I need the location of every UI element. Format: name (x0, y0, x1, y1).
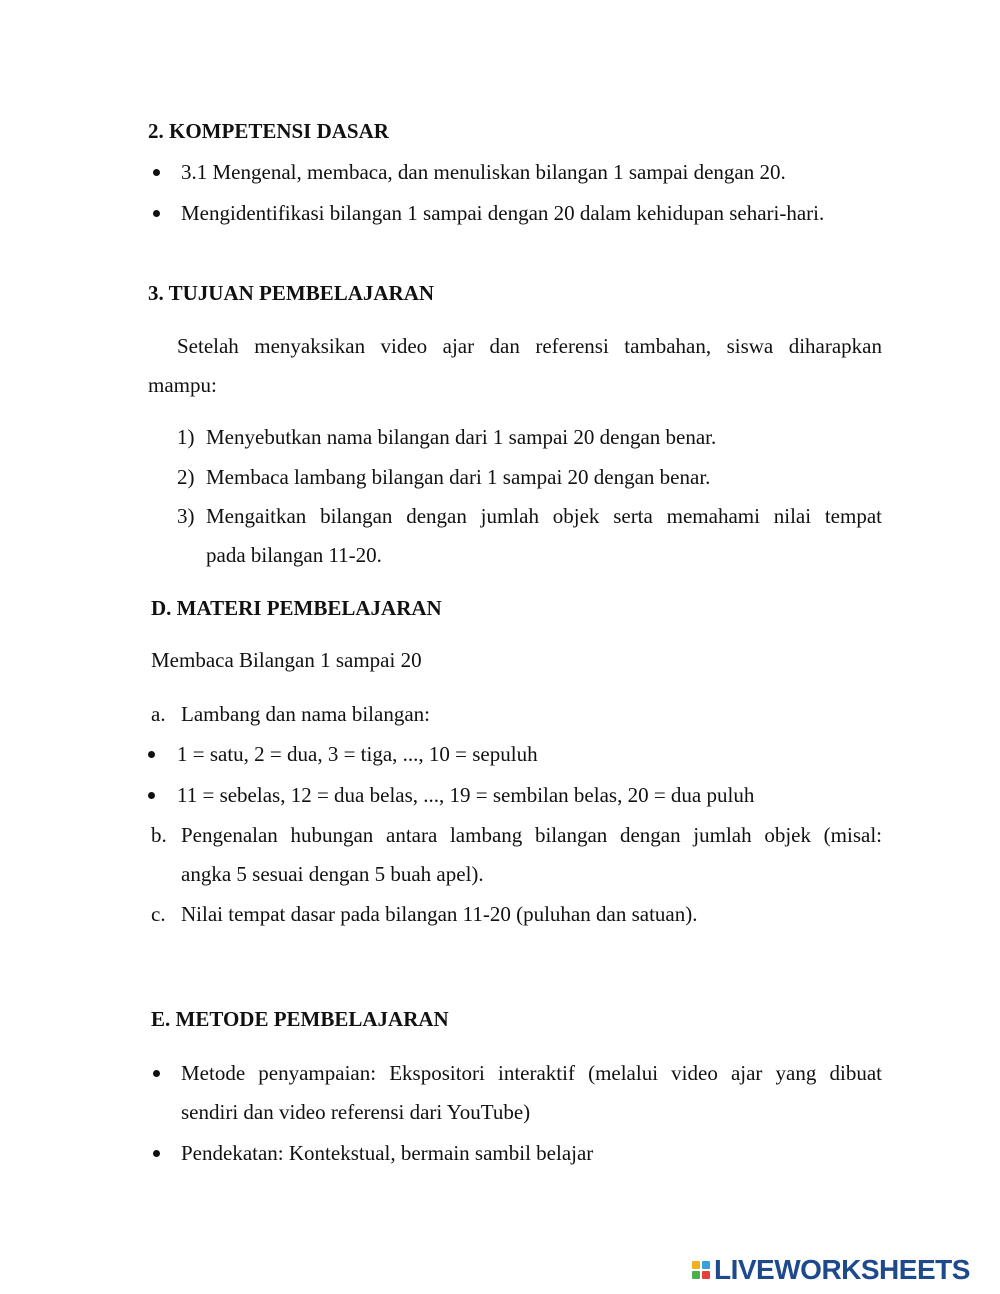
logo-text: LIVEWORKSHEETS (714, 1254, 970, 1285)
goal-3-number: 3) (177, 504, 195, 528)
item-b-text-continued: angka 5 sesuai dengan 5 buah apel). (181, 862, 484, 886)
liveworksheets-logo[interactable] (692, 1254, 992, 1286)
section-3-intro-line1: Setelah menyaksikan video ajar dan referensi tambahan, siswa diharapkan (177, 334, 882, 358)
section-3-intro-line2: mampu: (148, 373, 217, 397)
item-a-text: Lambang dan nama bilangan: (181, 702, 430, 726)
bullet-icon (153, 210, 160, 217)
kd-item-2: Mengidentifikasi bilangan 1 sampai dengan 20 dalam kehidupan sehari-hari. (181, 201, 825, 225)
item-a-label: a. (151, 702, 166, 726)
bullet-icon (153, 1070, 160, 1077)
item-c-text: Nilai tempat dasar pada bilangan 11-20 (puluhan dan satuan). (181, 902, 698, 926)
item-c-label: c. (151, 902, 166, 926)
section-d-heading: D. MATERI PEMBELAJARAN (151, 596, 442, 620)
method-item-1: Metode penyampaian: Ekspositori interaktif (melalui video ajar yang dibuat (181, 1061, 882, 1085)
kd-item-1: 3.1 Mengenal, membaca, dan menuliskan bilangan 1 sampai dengan 20. (181, 160, 786, 184)
bullet-icon (153, 169, 160, 176)
goal-2-number: 2) (177, 465, 195, 489)
liveworksheets-logo-icon (692, 1261, 710, 1279)
method-item-1-continued: sendiri dan video referensi dari YouTube) (181, 1100, 531, 1124)
number-names-11-20: 11 = sebelas, 12 = dua belas, ..., 19 = sembilan belas, 20 = dua puluh (177, 783, 755, 807)
item-b-label: b. (151, 823, 167, 847)
section-d-subtitle: Membaca Bilangan 1 sampai 20 (151, 648, 422, 672)
bullet-icon (153, 1150, 160, 1157)
section-3-heading: 3. TUJUAN PEMBELAJARAN (148, 281, 435, 305)
goal-3-text: Mengaitkan bilangan dengan jumlah objek serta memahami nilai tempat (206, 504, 882, 528)
goal-1-text: Menyebutkan nama bilangan dari 1 sampai 20 dengan benar. (206, 425, 717, 449)
section-e-heading: E. METODE PEMBELAJARAN (151, 1007, 449, 1031)
method-item-2: Pendekatan: Kontekstual, bermain sambil belajar (181, 1141, 594, 1165)
bullet-icon (148, 751, 155, 758)
goal-1-number: 1) (177, 425, 195, 449)
goal-2-text: Membaca lambang bilangan dari 1 sampai 20 dengan benar. (206, 465, 711, 489)
number-names-1-10: 1 = satu, 2 = dua, 3 = tiga, ..., 10 = sepuluh (177, 742, 538, 766)
goal-3-text-continued: pada bilangan 11-20. (206, 543, 382, 567)
bullet-icon (148, 792, 155, 799)
section-2-heading: 2. KOMPETENSI DASAR (148, 119, 389, 143)
item-b-text: Pengenalan hubungan antara lambang bilangan dengan jumlah objek (misal: (181, 823, 882, 847)
